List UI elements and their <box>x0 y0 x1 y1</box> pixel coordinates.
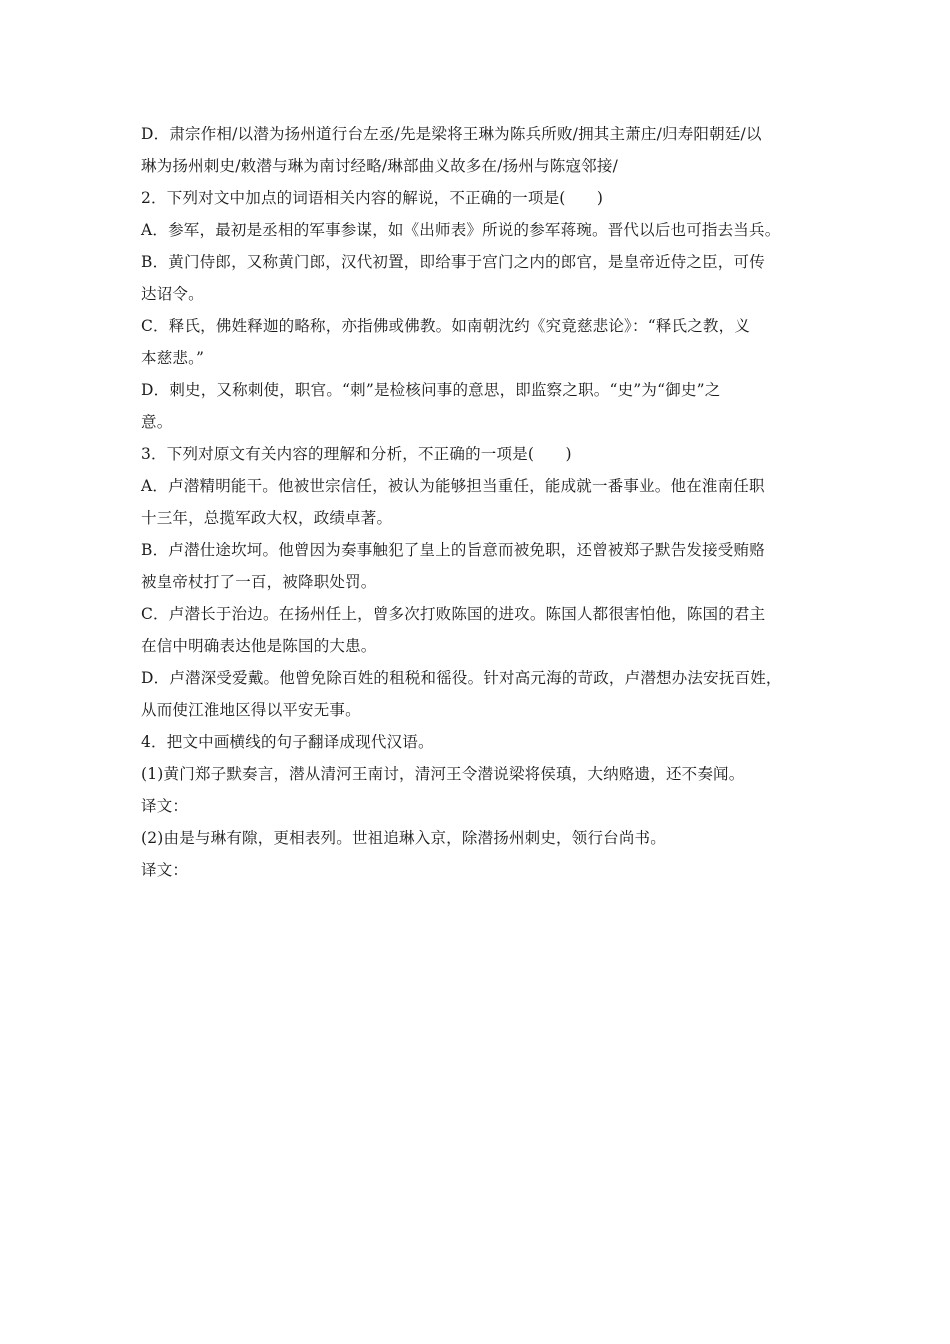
option-d-punctuation-line-1: D．肃宗作相/以潜为扬州道行台左丞/先是梁将王琳为陈兵所败/拥其主萧庄/归寿阳朝廷/以 <box>141 125 762 143</box>
question-3-option-b-line-2: 被皇帝杖打了一百，被降职处罚。 <box>141 573 377 591</box>
question-2-option-d-line-1: D．刺史，又称刺使，职官。“刺”是检核问事的意思，即监察之职。“史”为“御史”之 <box>141 381 721 399</box>
document-body <box>141 118 826 886</box>
question-3-option-b-line-1: B．卢潜仕途坎坷。他曾因为奏事触犯了皇上的旨意而被免职，还曾被郑子默告发接受贿赂 <box>141 541 765 559</box>
question-3-stem: 3．下列对原文有关内容的理解和分析，不正确的一项是( ) <box>141 445 572 463</box>
question-4-translation-label-2: 译文： <box>141 861 189 879</box>
question-3-option-d-line-1: D．卢潜深受爱戴。他曾免除百姓的租税和徭役。针对高元海的苛政，卢潜想办法安抚百姓， <box>141 669 782 687</box>
question-2-option-c-line-1: C．释氏，佛姓释迦的略称，亦指佛或佛教。如南朝沈约《究竟慈悲论》：“释氏之教，义 <box>141 317 751 335</box>
question-3-option-a-line-1: A．卢潜精明能干。他被世宗信任，被认为能够担当重任，能成就一番事业。他在淮南任职 <box>141 477 765 495</box>
question-3-option-c-line-1: C．卢潜长于治边。在扬州任上，曾多次打败陈国的进攻。陈国人都很害怕他，陈国的君主 <box>141 605 766 623</box>
question-3-option-a-line-2: 十三年，总揽军政大权，政绩卓著。 <box>141 509 393 527</box>
question-4-sentence-2: (2)由是与琳有隙，更相表列。世祖追琳入京，除潜扬州刺史，领行台尚书。 <box>141 829 666 847</box>
question-2-option-a: A．参军，最初是丞相的军事参谋，如《出师表》所说的参军蒋琬。晋代以后也可指去当兵。 <box>141 221 781 239</box>
question-2-stem: 2．下列对文中加点的词语相关内容的解说，不正确的一项是( ) <box>141 189 604 207</box>
question-4-stem: 4．把文中画横线的句子翻译成现代汉语。 <box>141 733 434 751</box>
question-2-option-b-line-2: 达诏令。 <box>141 285 204 303</box>
question-2-option-c-line-2: 本慈悲。” <box>141 349 205 367</box>
question-4-translation-label-1: 译文： <box>141 797 189 815</box>
question-3-option-d-line-2: 从而使江淮地区得以平安无事。 <box>141 701 361 719</box>
question-2-option-d-line-2: 意。 <box>141 413 173 431</box>
option-d-punctuation-line-2: 琳为扬州刺史/敕潜与琳为南讨经略/琳部曲义故多在/扬州与陈寇邻接/ <box>141 157 618 175</box>
question-4-sentence-1: (1)黄门郑子默奏言，潜从清河王南讨，清河王令潜说梁将侯瑱，大纳赂遗，还不奏闻。 <box>141 765 745 783</box>
question-2-option-b-line-1: B．黄门侍郎，又称黄门郎，汉代初置，即给事于宫门之内的郎官，是皇帝近侍之臣，可传 <box>141 253 765 271</box>
question-3-option-c-line-2: 在信中明确表达他是陈国的大患。 <box>141 637 377 655</box>
